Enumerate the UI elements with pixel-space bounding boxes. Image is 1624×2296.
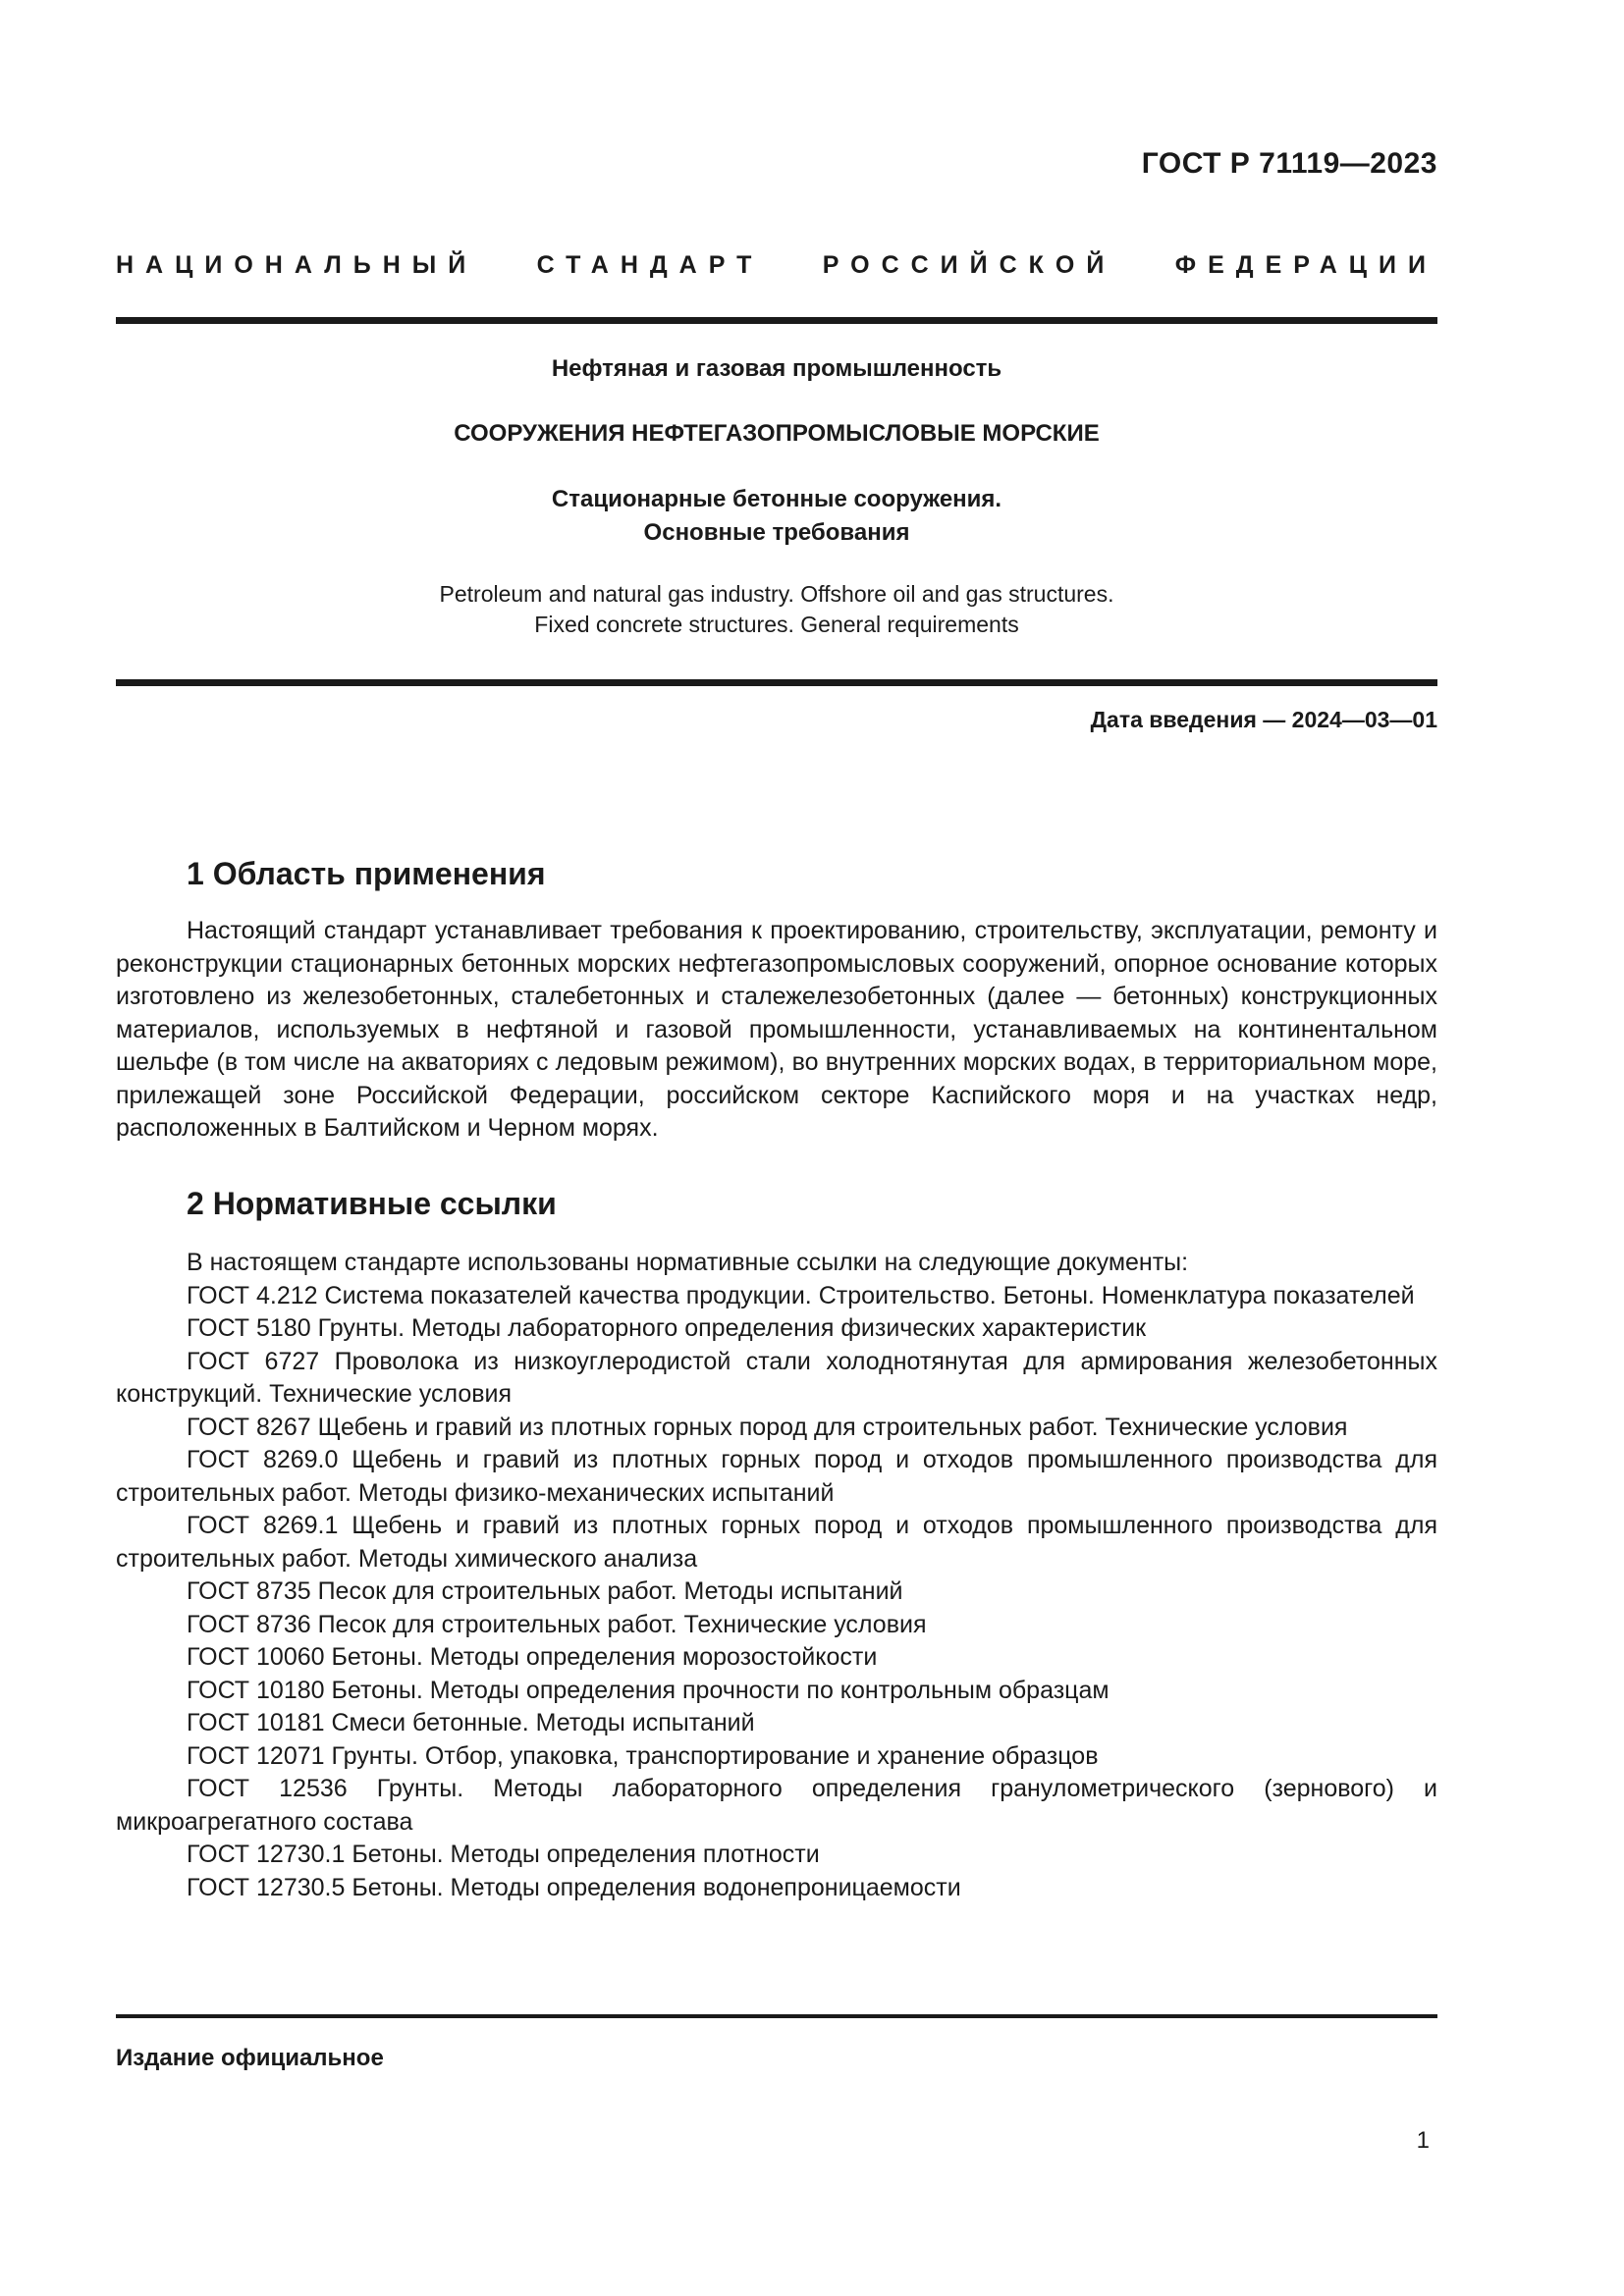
english-title-line: Petroleum and natural gas industry. Offshore oil and gas structures.	[439, 581, 1114, 607]
industry-title: Нефтяная и газовая промышленность	[551, 355, 1002, 382]
top-divider	[116, 317, 1437, 324]
references-intro: В настоящем стандарте использованы нормативные ссылки на следующие документы:	[187, 1249, 1189, 1276]
reference-item: ГОСТ 8736 Песок для строительных работ. Технические условия	[187, 1610, 927, 1638]
paragraph: Настоящий стандарт устанавливает требования к проектированию, строительству, эксплуатации, ремонту и реконструкции стационарных бетонных морских нефтегазопромысловых сооружений, опорное основание которых изготовлено из железобетонных, сталебетонных и сталежелезобетонных (далее — бетонных) конструкционных материалов, используемых в нефтяной и газовой промышленности, устанавливаемых на континентальном шельфе (в том числе на акваториях с ледовым режимом), во внутренних морских водах, в территориальном море, прилежащей зоне Российской Федерации, российском секторе Каспийского моря и на участках недр, расположенных в Балтийском и Черном морях.	[116, 917, 1437, 1142]
reference-item: ГОСТ 8269.1 Щебень и гравий из плотных горных пород и отходов промышленного производства для строительных работ. Методы химического анализа	[116, 1512, 1437, 1573]
section-2-heading: 2 Нормативные ссылки	[187, 1186, 557, 1221]
reference-item: ГОСТ 12536 Грунты. Методы лабораторного определения гранулометрического (зернового) и микроагрегатного состава	[116, 1775, 1437, 1836]
english-title	[116, 579, 1437, 640]
reference-item: ГОСТ 4.212 Система показателей качества продукции. Строительство. Бетоны. Номенклатура показателей	[187, 1281, 1415, 1309]
reference-item: ГОСТ 10060 Бетоны. Методы определения морозостойкости	[187, 1643, 878, 1671]
title-divider	[116, 679, 1437, 686]
document-id: ГОСТ Р 71119—2023	[1141, 147, 1437, 180]
introduction-date: Дата введения — 2024—03—01	[1090, 707, 1437, 732]
subtitle-line: Основные требования	[643, 519, 910, 546]
english-title-line: Fixed concrete structures. General requirements	[534, 612, 1019, 637]
structures-title: СООРУЖЕНИЯ НЕФТЕГАЗОПРОМЫСЛОВЫЕ МОРСКИЕ	[454, 420, 1100, 447]
section-1-body	[116, 915, 1437, 1146]
reference-item: ГОСТ 10180 Бетоны. Методы определения прочности по контрольным образцам	[187, 1676, 1110, 1704]
official-edition-label: Издание официальное	[116, 2045, 384, 2071]
section-1-heading: 1 Область применения	[187, 856, 546, 891]
reference-item: ГОСТ 8735 Песок для строительных работ. Методы испытаний	[187, 1577, 903, 1605]
document-page	[116, 0, 1437, 2296]
page-number: 1	[1416, 2127, 1430, 2154]
footer-divider	[116, 2014, 1437, 2018]
reference-item: ГОСТ 6727 Проволока из низкоуглеродистой стали холоднотянутая для армирования железобетонных конструкций. Технические условия	[116, 1347, 1437, 1408]
reference-item: ГОСТ 8269.0 Щебень и гравий из плотных горных пород и отходов промышленного производства для строительных работ. Методы физико-механических испытаний	[116, 1446, 1437, 1507]
normative-references-list	[116, 1247, 1437, 1904]
national-standard-banner: НАЦИОНАЛЬНЫЙ СТАНДАРТ РОССИЙСКОЙ ФЕДЕРАЦИИ	[116, 251, 1437, 279]
reference-item: ГОСТ 8267 Щебень и гравий из плотных горных пород для строительных работ. Технические условия	[187, 1413, 1348, 1441]
reference-item: ГОСТ 5180 Грунты. Методы лабораторного определения физических характеристик	[187, 1314, 1147, 1342]
reference-item: ГОСТ 12730.1 Бетоны. Методы определения плотности	[187, 1841, 820, 1868]
subtitle-line: Стационарные бетонные сооружения.	[551, 486, 1002, 512]
reference-item: ГОСТ 12071 Грунты. Отбор, упаковка, транспортирование и хранение образцов	[187, 1741, 1099, 1770]
reference-item: ГОСТ 10181 Смеси бетонные. Методы испытаний	[187, 1709, 755, 1736]
subtitle	[116, 483, 1437, 550]
reference-item: ГОСТ 12730.5 Бетоны. Методы определения водонепроницаемости	[187, 1873, 961, 1901]
